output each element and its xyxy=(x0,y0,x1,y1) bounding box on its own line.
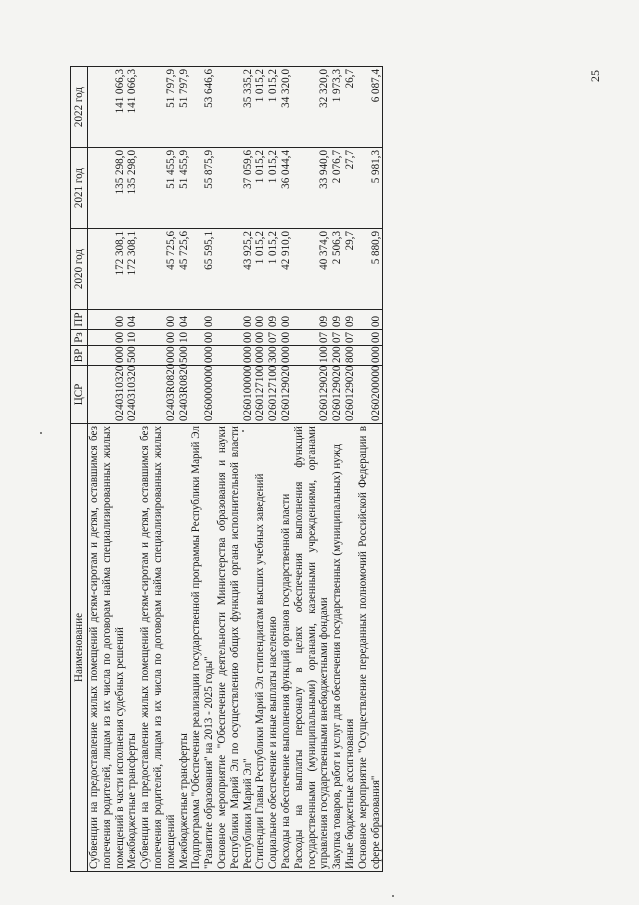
cell-2022: 51 797,9 xyxy=(178,67,191,148)
cell-vr: 000 xyxy=(190,346,216,366)
table-row xyxy=(357,67,383,872)
header-row xyxy=(71,67,88,872)
cell-2020: 40 374,0 xyxy=(293,229,331,310)
cell-pr: 00 xyxy=(254,310,267,330)
cell-2020: 65 595,1 xyxy=(190,229,216,310)
table-row xyxy=(293,67,331,872)
cell-name: Основное мероприятие "Обеспечение деятельности Министерства образования и науки Республики Марий Эл по осуществлению общих функций органа исполнительной власти Республики Марий Эл" xyxy=(216,424,254,872)
table-row xyxy=(190,67,216,872)
cell-2021: 33 940,0 xyxy=(293,148,331,229)
cell-csr: 0260127100 xyxy=(267,366,280,424)
cell-2021: 5 981,3 xyxy=(357,148,383,229)
cell-2020: 42 910,0 xyxy=(280,229,293,310)
cell-pr: 00 xyxy=(357,310,383,330)
cell-vr: 000 xyxy=(357,346,383,366)
cell-name: Расходы на обеспечение выполнения функций органов государственной власти xyxy=(280,424,293,872)
table-row xyxy=(178,67,191,872)
cell-pr: 00 xyxy=(280,310,293,330)
cell-pr: 04 xyxy=(126,310,139,330)
cell-vr: 100 xyxy=(293,346,331,366)
cell-2020: 29,7 xyxy=(344,229,357,310)
table-row xyxy=(331,67,344,872)
table-row xyxy=(126,67,139,872)
cell-2020: 2 506,3 xyxy=(331,229,344,310)
table-row xyxy=(280,67,293,872)
cell-name: Закупка товаров, работ и услуг для обеспечения государственных (муниципальных) нужд xyxy=(331,424,344,872)
budget-table xyxy=(70,66,383,872)
cell-2022: 26,7 xyxy=(344,67,357,148)
cell-name: Иные бюджетные ассигнования xyxy=(344,424,357,872)
cell-rz: 00 xyxy=(216,330,254,346)
table-row xyxy=(344,67,357,872)
header-name: Наименование xyxy=(71,424,88,872)
cell-rz: 00 xyxy=(190,330,216,346)
cell-rz: 07 xyxy=(344,330,357,346)
header-2022: 2022 год xyxy=(71,67,88,148)
cell-csr: 02403R0820 xyxy=(139,366,177,424)
header-2021: 2021 год xyxy=(71,148,88,229)
cell-2022: 34 320,0 xyxy=(280,67,293,148)
cell-pr: 00 xyxy=(216,310,254,330)
cell-name: Субвенции на предоставление жилых помещений детям-сиротам и детям, оставшимся без попечения родителей, лицам из их числа по договорам найма специализированных жилых помещений в части исполнения судебных решений xyxy=(88,424,127,872)
cell-vr: 000 xyxy=(88,346,127,366)
cell-name: Социальное обеспечение и иные выплаты населению xyxy=(267,424,280,872)
cell-2022: 1 973,3 xyxy=(331,67,344,148)
cell-2021: 51 455,9 xyxy=(139,148,177,229)
cell-rz: 07 xyxy=(331,330,344,346)
cell-vr: 800 xyxy=(344,346,357,366)
cell-pr: 00 xyxy=(88,310,127,330)
cell-vr: 500 xyxy=(178,346,191,366)
cell-rz: 00 xyxy=(280,330,293,346)
header-vr: ВР xyxy=(71,346,88,366)
cell-rz: 07 xyxy=(293,330,331,346)
cell-2022: 1 015,2 xyxy=(267,67,280,148)
cell-rz: 10 xyxy=(126,330,139,346)
cell-2021: 1 015,2 xyxy=(254,148,267,229)
cell-vr: 000 xyxy=(139,346,177,366)
cell-csr: 0260000000 xyxy=(190,366,216,424)
cell-vr: 000 xyxy=(254,346,267,366)
cell-pr: 09 xyxy=(344,310,357,330)
cell-2020: 172 308,1 xyxy=(126,229,139,310)
cell-2021: 135 298,0 xyxy=(88,148,127,229)
cell-vr: 300 xyxy=(267,346,280,366)
table-header xyxy=(71,67,88,872)
cell-2020: 45 725,6 xyxy=(178,229,191,310)
scan-speck xyxy=(40,432,42,434)
cell-csr: 0260129020 xyxy=(344,366,357,424)
cell-csr: 0260200000 xyxy=(357,366,383,424)
cell-vr: 200 xyxy=(331,346,344,366)
cell-2022: 35 335,2 xyxy=(216,67,254,148)
rotated-budget-sheet xyxy=(70,67,540,872)
table-row xyxy=(254,67,267,872)
cell-rz: 00 xyxy=(357,330,383,346)
cell-2020: 5 880,9 xyxy=(357,229,383,310)
cell-vr: 000 xyxy=(216,346,254,366)
table-row xyxy=(139,67,177,872)
cell-csr: 0260129020 xyxy=(293,366,331,424)
cell-2022: 6 087,4 xyxy=(357,67,383,148)
cell-pr: 04 xyxy=(178,310,191,330)
cell-csr: 02403R0820 xyxy=(178,366,191,424)
table-row xyxy=(267,67,280,872)
table-row xyxy=(216,67,254,872)
cell-2020: 43 925,2 xyxy=(216,229,254,310)
cell-2022: 32 320,0 xyxy=(293,67,331,148)
cell-pr: 00 xyxy=(190,310,216,330)
cell-rz: 10 xyxy=(178,330,191,346)
cell-2022: 141 066,3 xyxy=(126,67,139,148)
cell-2021: 55 875,9 xyxy=(190,148,216,229)
cell-pr: 00 xyxy=(139,310,177,330)
cell-name: Подпрограмма "Обеспечение реализации государственной программы Республики Марий Эл "Развитие образования" на 2013 - 2025 годы" xyxy=(190,424,216,872)
cell-2021: 51 455,9 xyxy=(178,148,191,229)
cell-pr: 09 xyxy=(267,310,280,330)
cell-2021: 36 044,4 xyxy=(280,148,293,229)
cell-2020: 1 015,2 xyxy=(254,229,267,310)
header-pr: ПР xyxy=(71,310,88,330)
cell-2022: 53 646,6 xyxy=(190,67,216,148)
cell-csr: 0260127100 xyxy=(254,366,267,424)
cell-name: Основное мероприятие "Осуществление переданных полномочий Российской Федерации в сфере образования" xyxy=(357,424,383,872)
header-csr: ЦСР xyxy=(71,366,88,424)
cell-csr: 0260129020 xyxy=(280,366,293,424)
cell-2021: 2 076,7 xyxy=(331,148,344,229)
cell-2022: 1 015,2 xyxy=(254,67,267,148)
page-number: 25 xyxy=(588,70,602,82)
cell-name: Межбюджетные трансферты xyxy=(178,424,191,872)
cell-2021: 135 298,0 xyxy=(126,148,139,229)
cell-2021: 27,7 xyxy=(344,148,357,229)
cell-pr: 09 xyxy=(331,310,344,330)
cell-2021: 1 015,2 xyxy=(267,148,280,229)
table-row xyxy=(88,67,127,872)
scan-speck xyxy=(242,430,244,432)
cell-vr: 000 xyxy=(280,346,293,366)
cell-name: Расходы на выплаты персоналу в целях обеспечения выполнения функций государственными (муниципальными) органами, казенными учреждениями, органами управления государственными внебюджетными фондами xyxy=(293,424,331,872)
cell-csr: 0240310320 xyxy=(88,366,127,424)
cell-rz: 00 xyxy=(139,330,177,346)
cell-csr: 0240310320 xyxy=(126,366,139,424)
cell-2022: 51 797,9 xyxy=(139,67,177,148)
cell-name: Межбюджетные трансферты xyxy=(126,424,139,872)
table-body xyxy=(88,67,383,872)
cell-csr: 0260100000 xyxy=(216,366,254,424)
header-2020: 2020 год xyxy=(71,229,88,310)
cell-name: Субвенции на предоставление жилых помещений детям-сиротам и детям, оставшимся без попечения родителей, лицам из их числа по договорам найма специализированных жилых помещений xyxy=(139,424,177,872)
cell-vr: 500 xyxy=(126,346,139,366)
cell-2020: 45 725,6 xyxy=(139,229,177,310)
header-rz: Рз xyxy=(71,330,88,346)
cell-rz: 07 xyxy=(267,330,280,346)
cell-name: Стипендии Главы Республики Марий Эл стипендиатам высших учебных заведений xyxy=(254,424,267,872)
cell-2020: 1 015,2 xyxy=(267,229,280,310)
scan-speck xyxy=(392,895,394,897)
cell-csr: 0260129020 xyxy=(331,366,344,424)
cell-2022: 141 066,3 xyxy=(88,67,127,148)
cell-2021: 37 059,6 xyxy=(216,148,254,229)
cell-2020: 172 308,1 xyxy=(88,229,127,310)
cell-rz: 00 xyxy=(88,330,127,346)
cell-pr: 09 xyxy=(293,310,331,330)
cell-rz: 00 xyxy=(254,330,267,346)
